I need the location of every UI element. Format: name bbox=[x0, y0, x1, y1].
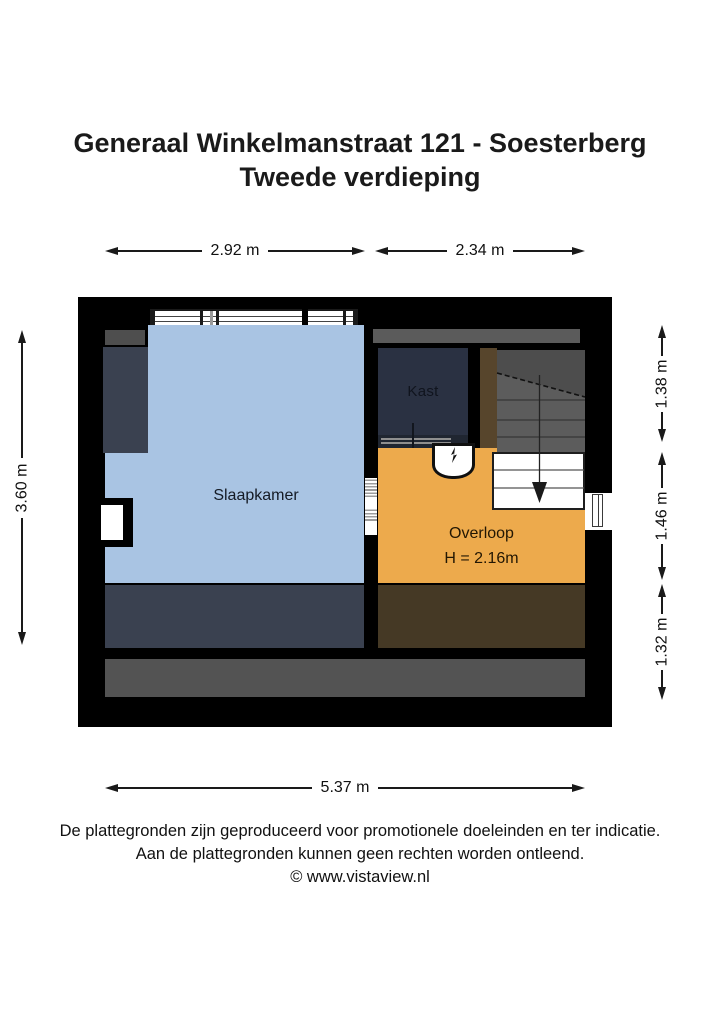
arrowhead-right-icon bbox=[572, 784, 585, 792]
arrowhead-up-icon bbox=[18, 330, 26, 343]
arrowhead-down-icon bbox=[658, 687, 666, 700]
dimension-right-middle bbox=[650, 452, 674, 580]
arrowhead-down-icon bbox=[658, 567, 666, 580]
overloop-ceiling-height: H = 2.16m bbox=[444, 550, 519, 567]
low-ceiling-area-bottom-left bbox=[105, 585, 364, 648]
disclaimer-line-2: Aan de plattegronden kunnen geen rechten worden ontleend. bbox=[135, 845, 585, 863]
dimension-right-bottom bbox=[650, 584, 674, 700]
staircase bbox=[492, 350, 585, 510]
dimension-label: 1.46 m bbox=[653, 491, 671, 541]
dimension-label: 5.37 m bbox=[320, 779, 370, 796]
room-slaapkamer bbox=[148, 325, 364, 583]
dimension-label: 2.92 m bbox=[210, 242, 260, 259]
wall-inset bbox=[105, 330, 145, 345]
dimension-top-left bbox=[105, 243, 365, 259]
dimension-bottom bbox=[105, 780, 585, 796]
wall-strip-top-right bbox=[373, 329, 580, 343]
light-fixture-icon bbox=[447, 446, 461, 465]
low-ceiling-area-bottom-right bbox=[378, 585, 585, 648]
title-line-floor: Tweede verdieping bbox=[239, 162, 481, 192]
dimension-right-top bbox=[650, 325, 674, 442]
dimension-label: 3.60 m bbox=[13, 463, 31, 512]
arrowhead-right-icon bbox=[572, 247, 585, 255]
floor-plan bbox=[78, 297, 612, 727]
room-label-overloop bbox=[378, 521, 585, 571]
disclaimer bbox=[0, 820, 720, 889]
room-kast bbox=[378, 348, 468, 435]
dimension-label: 1.38 m bbox=[653, 359, 671, 408]
arrowhead-down-icon bbox=[658, 429, 666, 442]
room-label-kast: Kast bbox=[407, 383, 439, 400]
arrowhead-up-icon bbox=[658, 452, 666, 465]
arrowhead-left-icon bbox=[375, 247, 388, 255]
arrowhead-up-icon bbox=[658, 584, 666, 597]
knee-wall-strip bbox=[105, 659, 585, 697]
door-opening bbox=[365, 478, 377, 535]
low-ceiling-area-left bbox=[103, 347, 148, 453]
arrowhead-down-icon bbox=[18, 632, 26, 645]
disclaimer-line-1: De plattegronden zijn geproduceerd voor promotionele doeleinden en ter indicatie. bbox=[59, 822, 661, 840]
dimension-label: 2.34 m bbox=[455, 242, 505, 259]
arrowhead-right-icon bbox=[352, 247, 365, 255]
arrowhead-left-icon bbox=[105, 784, 118, 792]
title-line-address: Generaal Winkelmanstraat 121 - Soesterberg bbox=[73, 128, 647, 158]
arrowhead-up-icon bbox=[658, 325, 666, 338]
room-label-slaapkamer: Slaapkamer bbox=[213, 487, 299, 504]
window-right-wall bbox=[585, 493, 612, 530]
arrowhead-left-icon bbox=[105, 247, 118, 255]
overloop-name: Overloop bbox=[449, 525, 514, 542]
page-title bbox=[0, 126, 720, 194]
dimension-label: 1.32 m bbox=[653, 617, 671, 667]
fixture-niche bbox=[432, 443, 475, 479]
dimension-left bbox=[10, 330, 34, 645]
dimension-top-right bbox=[375, 243, 585, 259]
left-wall-niche bbox=[95, 498, 133, 547]
copyright: © www.vistaview.nl bbox=[290, 868, 430, 886]
